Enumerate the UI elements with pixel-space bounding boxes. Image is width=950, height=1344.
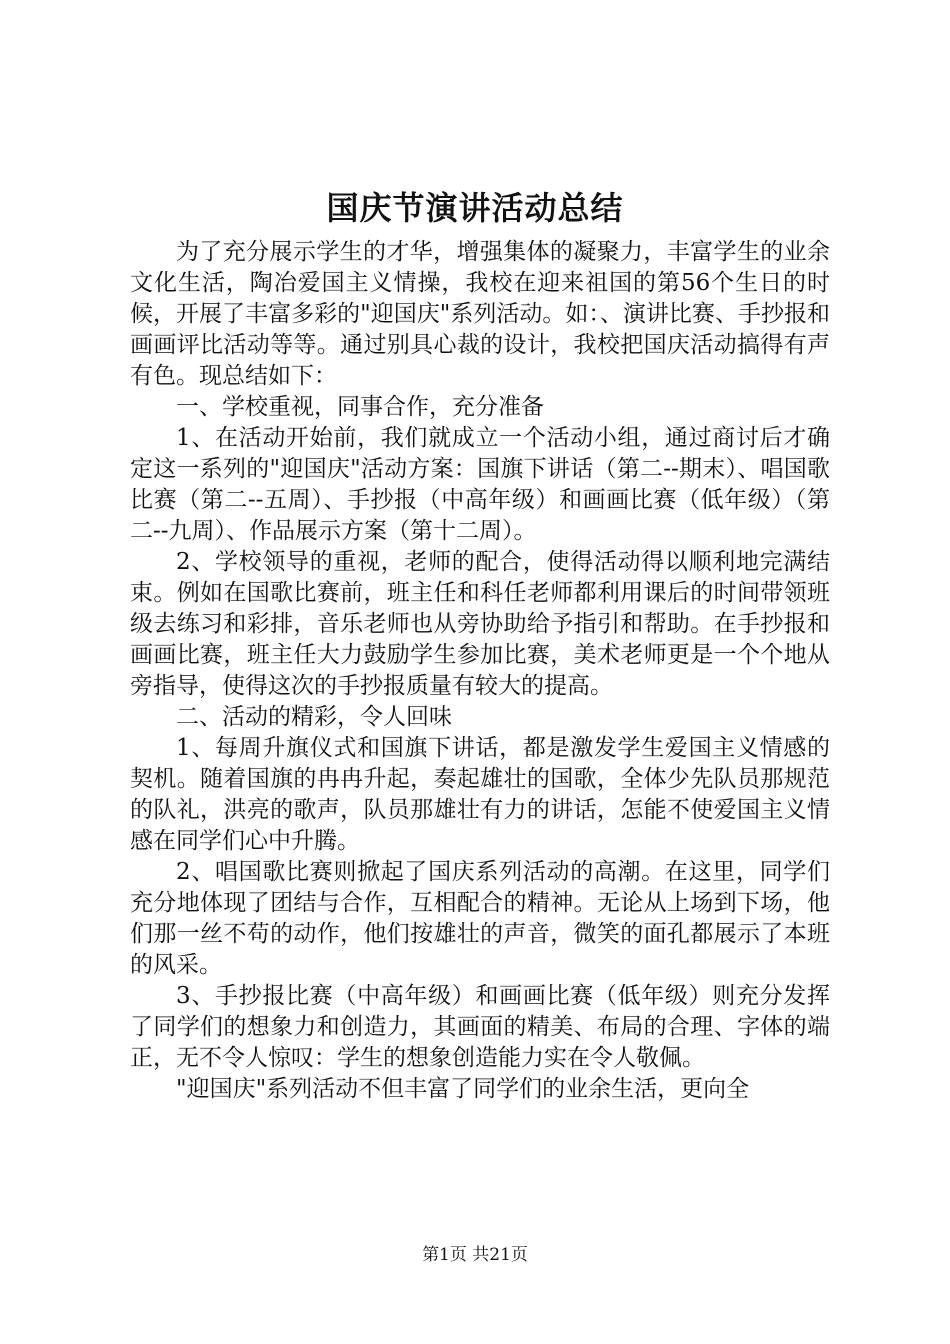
page-number: 第1页 共21页: [422, 1245, 528, 1265]
section-heading-2: 二、活动的精彩，令人回味: [176, 704, 452, 730]
paragraph-2-1: 1、每周升旗仪式和国旗下讲话，都是激发学生爱国主义情感的契机。随着国旗的冉冉升起，奏起雄壮的国歌，全体少先队员那规范的队礼，洪亮的歌声，队员那雄壮有力的讲话，怎能不使爱国主义情感在同学们心中升腾。: [130, 735, 830, 854]
paragraph-1-2: 2、学校领导的重视，老师的配合，使得活动得以顺利地完满结束。例如在国歌比赛前，班主任和科任老师都利用课后的时间带领班级去练习和彩排，音乐老师也从旁协助给予指引和帮助。在手抄报和画画比赛，班主任大力鼓励学生参加比赛，美术老师更是一个个地从旁指导，使得这次的手抄报质量有较大的提高。: [130, 549, 830, 699]
paragraph-2-3: 3、手抄报比赛（中高年级）和画画比赛（低年级）则充分发挥了同学们的想象力和创造力，其画面的精美、布局的合理、字体的端正，无不令人惊叹：学生的想象创造能力实在令人敬佩。: [130, 983, 830, 1071]
document-title: 国庆节演讲活动总结: [326, 189, 624, 227]
paragraph-2-2: 2、唱国歌比赛则掀起了国庆系列活动的高潮。在这里，同学们充分地体现了团结与合作，互相配合的精神。无论从上场到下场，他们那一丝不苟的动作，他们按雄壮的声音，微笑的面孔都展示了本班的风采。: [130, 859, 830, 978]
document-body: [130, 237, 830, 1105]
paragraph-closing: "迎国庆"系列活动不但丰富了同学们的业余生活，更向全: [176, 1076, 750, 1102]
paragraph-1-1: 1、在活动开始前，我们就成立一个活动小组，通过商讨后才确定这一系列的"迎国庆"活动方案：国旗下讲话（第二--期末）、唱国歌比赛（第二--五周）、手抄报（中高年级）和画画比赛（低年级）（第二--九周）、作品展示方案（第十二周）。: [130, 425, 830, 544]
paragraph-intro: 为了充分展示学生的才华，增强集体的凝聚力，丰富学生的业余文化生活，陶冶爱国主义情操，我校在迎来祖国的第56个生日的时候，开展了丰富多彩的"迎国庆"系列活动。如：、演讲比赛、手抄报和画画评比活动等等。通过别具心裁的设计，我校把国庆活动搞得有声有色。现总结如下：: [130, 239, 830, 389]
section-heading-1: 一、学校重视，同事合作，充分准备: [176, 394, 544, 420]
